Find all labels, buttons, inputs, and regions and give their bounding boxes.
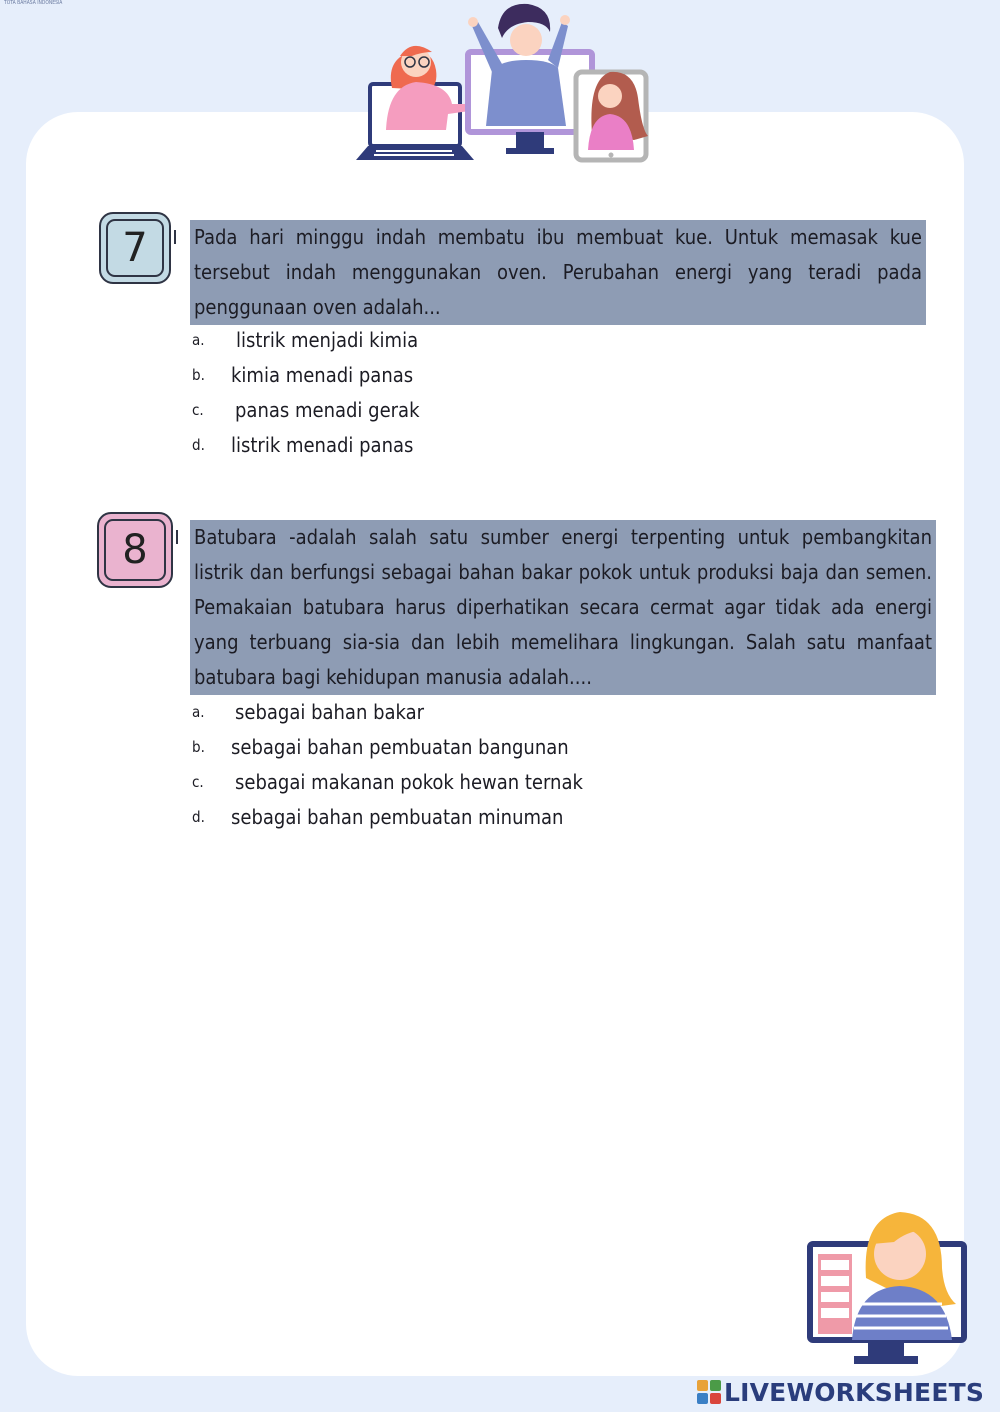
number-box-tick	[174, 230, 176, 244]
logo-mark-icon	[697, 1380, 721, 1404]
option-letter: b.	[192, 366, 205, 384]
option-letter: d.	[192, 436, 205, 454]
option-text: panas menadi gerak	[235, 398, 420, 422]
option-letter: a.	[192, 703, 205, 721]
header-tiny-text: TOTA BAHASA INDONESIA	[4, 0, 63, 6]
option-text: kimia menadi panas	[231, 363, 414, 387]
option-letter: c.	[192, 773, 204, 791]
option-text: listrik menjadi kimia	[236, 328, 419, 352]
question-8-text: Batubara -adalah salah satu sumber energi terpenting untuk pembangkitan listrik dan berfungsi sebagai bahan bakar pokok untuk produksi baja dan semen. Pemakaian batubara harus diperhatikan secara cermat agar tidak ada energi yang terbuang sia-sia dan lebih memelihara lingkungan. Salah satu manfaat batubara bagi kehidupan manusia adalah....	[190, 520, 936, 695]
question-7-number: 7	[106, 219, 164, 277]
option-text: sebagai bahan pembuatan minuman	[231, 805, 564, 829]
question-7-text: Pada hari minggu indah membatu ibu membuat kue. Untuk memasak kue tersebut indah menggunakan oven. Perubahan energi yang teradi pada penggunaan oven adalah...	[190, 220, 926, 325]
question-8-number-box	[97, 512, 173, 588]
option-text: listrik menadi panas	[231, 433, 414, 457]
logo-text: LIVEWORKSHEETS	[724, 1377, 985, 1407]
option-letter: c.	[192, 401, 204, 419]
number-box-tick	[176, 530, 178, 544]
option-text: sebagai makanan pokok hewan ternak	[235, 770, 583, 794]
liveworksheets-logo[interactable]	[697, 1376, 984, 1408]
option-letter: b.	[192, 738, 205, 756]
option-letter: d.	[192, 808, 205, 826]
video-call-illustration	[352, 0, 652, 170]
question-8-number: 8	[104, 519, 166, 581]
option-text: sebagai bahan pembuatan bangunan	[231, 735, 569, 759]
option-letter: a.	[192, 331, 205, 349]
student-monitor-illustration	[806, 1208, 970, 1368]
option-text: sebagai bahan bakar	[235, 700, 425, 724]
question-7-number-box	[99, 212, 171, 284]
